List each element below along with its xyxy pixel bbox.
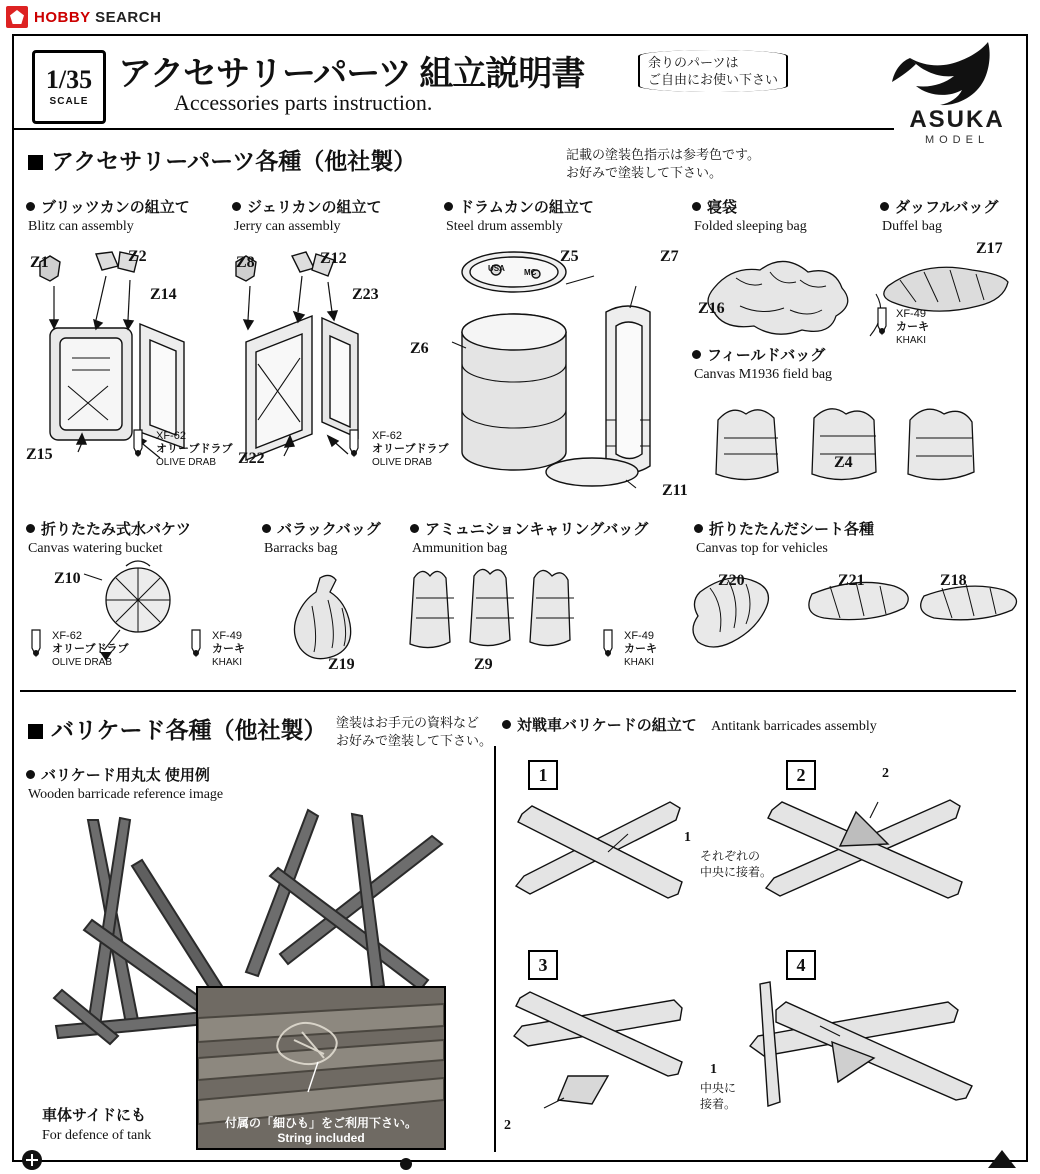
square-bullet-icon bbox=[28, 724, 43, 739]
steel-drum-diagram bbox=[440, 240, 690, 498]
footer-mark-right bbox=[982, 1148, 1022, 1172]
dot-bullet-icon bbox=[26, 202, 35, 211]
part-number-z23: Z23 bbox=[352, 286, 379, 303]
part-number-z11: Z11 bbox=[662, 482, 688, 499]
part-number-z14: Z14 bbox=[150, 286, 177, 303]
step1-diagram bbox=[512, 790, 702, 920]
section2-note-line2: お好みで塗装して下さい。 bbox=[336, 733, 493, 748]
part-number-z20: Z20 bbox=[718, 572, 745, 589]
paint-callout-4: XF-62 オリーブドラブ OLIVE DRAB bbox=[52, 630, 129, 668]
hobbysearch-logo-icon bbox=[6, 6, 28, 28]
photo-caption bbox=[198, 1116, 444, 1148]
brand-logo bbox=[892, 40, 1022, 146]
part-number-z8: Z8 bbox=[236, 254, 255, 271]
left-foot-jp: 車体サイドにも bbox=[42, 1107, 146, 1124]
step-number-1: 1 bbox=[528, 760, 558, 790]
paint-pen-icon bbox=[186, 628, 206, 658]
watermark-brand-1: HOBBY bbox=[34, 8, 91, 26]
step1-label: 1 bbox=[684, 830, 691, 845]
dot-bullet-icon bbox=[262, 524, 271, 533]
watermark-text bbox=[34, 9, 161, 26]
item-watering-bucket: 折りたたみ式水バケツ Canvas watering bucket bbox=[28, 521, 191, 556]
paint-pen-icon bbox=[128, 428, 148, 458]
field-bag-diagram bbox=[704, 392, 1014, 502]
dot-bullet-icon bbox=[26, 524, 35, 533]
item-ammunition-bag: アミュニションキャリングバッグ Ammunition bag bbox=[412, 521, 649, 556]
string-reference-photo bbox=[196, 986, 446, 1150]
footer-mark-left bbox=[18, 1148, 58, 1172]
section1-heading-text: アクセサリーパーツ各種（他社製） bbox=[51, 148, 417, 174]
dot-bullet-icon bbox=[880, 202, 889, 211]
part-number-z17: Z17 bbox=[976, 240, 1003, 257]
item-jerry-can: ジェリカンの組立て Jerry can assembly bbox=[234, 199, 382, 234]
step4-label: 1 bbox=[710, 1062, 717, 1077]
scale-badge bbox=[32, 50, 106, 124]
item-field-bag: フィールドバッグ Canvas M1936 field bag bbox=[694, 347, 833, 382]
watermark-brand-2: SEARCH bbox=[95, 8, 162, 26]
drum-label-mc: MC bbox=[524, 268, 537, 277]
footer-dot-icon bbox=[400, 1158, 412, 1170]
paint-callout-6: XF-49 カーキ KHAKI bbox=[624, 630, 657, 668]
part-number-z22: Z22 bbox=[238, 450, 265, 467]
step2-label: 2 bbox=[882, 766, 889, 781]
part-number-z7: Z7 bbox=[660, 248, 679, 265]
page-title-jp: アクセサリーパーツ 組立説明書 bbox=[118, 55, 585, 93]
part-number-z12: Z12 bbox=[320, 250, 347, 267]
part-number-z1: Z1 bbox=[30, 254, 49, 271]
photo-caption-jp: 付属の「細ひも」をご利用下さい。 bbox=[224, 1116, 417, 1130]
step-number-2: 2 bbox=[786, 760, 816, 790]
title-divider bbox=[14, 128, 894, 130]
section2-heading-text: バリケード各種（他社製） bbox=[51, 717, 327, 743]
paint-callout-5: XF-49 カーキ KHAKI bbox=[212, 630, 245, 668]
vertical-divider bbox=[494, 746, 496, 1152]
paint-callout-2: XF-62 オリーブドラブ OLIVE DRAB bbox=[372, 430, 449, 468]
part-number-z9: Z9 bbox=[474, 656, 493, 673]
part-number-z15: Z15 bbox=[26, 446, 53, 463]
footer-divider bbox=[60, 1160, 960, 1162]
item-wooden-barricade: バリケード用丸太 使用例 Wooden barricade reference image bbox=[28, 767, 224, 802]
drum-label-usa: USA bbox=[488, 264, 505, 273]
part-number-z4: Z4 bbox=[834, 454, 853, 471]
section1-note bbox=[566, 146, 760, 182]
sleeping-bag-diagram bbox=[700, 244, 1020, 354]
step-number-4: 4 bbox=[786, 950, 816, 980]
item-canvas-top: 折りたたんだシート各種 Canvas top for vehicles bbox=[696, 521, 875, 556]
photo-caption-en: String included bbox=[277, 1131, 365, 1145]
ammunition-bag-diagram bbox=[404, 560, 594, 670]
part-number-z5: Z5 bbox=[560, 248, 579, 265]
item-duffel-bag: ダッフルバッグ Duffel bag bbox=[882, 199, 999, 234]
scale-label: SCALE bbox=[49, 96, 89, 107]
brand-name: ASUKA bbox=[909, 106, 1005, 133]
dot-bullet-icon bbox=[410, 524, 419, 533]
item-barracks-bag: バラックバッグ Barracks bag bbox=[264, 521, 381, 556]
part-number-z18: Z18 bbox=[940, 572, 967, 589]
section1-note-line2: お好みで塗装して下さい。 bbox=[566, 165, 723, 180]
step-number-3: 3 bbox=[528, 950, 558, 980]
paint-callout-1: XF-62 オリーブドラブ OLIVE DRAB bbox=[156, 430, 233, 468]
dot-bullet-icon bbox=[444, 202, 453, 211]
item-sleeping-bag: 寝袋 Folded sleeping bag bbox=[694, 199, 807, 234]
part-number-z2: Z2 bbox=[128, 248, 147, 265]
section-divider bbox=[20, 690, 1016, 692]
title-note-line2: ご自由にお使い下さい bbox=[648, 72, 779, 87]
paint-pen-icon bbox=[26, 628, 46, 658]
section2-heading bbox=[28, 712, 327, 745]
paint-pen-icon bbox=[344, 428, 364, 458]
section1-note-line1: 記載の塗装色指示は参考色です。 bbox=[566, 147, 760, 162]
dot-bullet-icon bbox=[502, 720, 511, 729]
dot-bullet-icon bbox=[692, 202, 701, 211]
title-bar bbox=[14, 44, 1022, 128]
scale-value: 1/35 bbox=[45, 65, 93, 94]
part-number-z19: Z19 bbox=[328, 656, 355, 673]
item-antitank-barricade: 対戦車バリケードの組立て Antitank barricades assembly bbox=[502, 714, 877, 735]
swallow-icon bbox=[892, 40, 1022, 106]
section2-note bbox=[336, 714, 492, 750]
step1-note: それぞれの 中央に接着。 bbox=[700, 849, 773, 879]
part-number-z10: Z10 bbox=[54, 570, 81, 587]
square-bullet-icon bbox=[28, 155, 43, 170]
section2-note-line1: 塗装はお手元の資料など bbox=[336, 715, 480, 730]
paint-pen-icon bbox=[872, 306, 892, 336]
page-title-en: Accessories parts instruction. bbox=[174, 90, 433, 115]
item-blitz-can: ブリッツカンの組立て Blitz can assembly bbox=[28, 199, 190, 234]
part-number-z21: Z21 bbox=[838, 572, 865, 589]
step4-note: 中央に 接着。 bbox=[700, 1081, 737, 1111]
dot-bullet-icon bbox=[26, 770, 35, 779]
left-foot-en: For defence of tank bbox=[42, 1128, 152, 1143]
brand-subname: MODEL bbox=[924, 134, 990, 146]
site-watermark bbox=[6, 6, 161, 28]
step3-label: 2 bbox=[504, 1118, 511, 1133]
paint-callout-3: XF-49 カーキ KHAKI bbox=[896, 308, 929, 346]
step4-diagram bbox=[740, 976, 990, 1126]
dot-bullet-icon bbox=[232, 202, 241, 211]
part-number-z16: Z16 bbox=[698, 300, 725, 317]
section1-heading bbox=[28, 143, 416, 176]
paint-pen-icon bbox=[598, 628, 618, 658]
dot-bullet-icon bbox=[694, 524, 703, 533]
step3-diagram bbox=[508, 976, 708, 1126]
title-note-line1: 余りのパーツは bbox=[648, 55, 739, 70]
item-steel-drum: ドラムカンの組立て Steel drum assembly bbox=[446, 199, 594, 234]
part-number-z6: Z6 bbox=[410, 340, 429, 357]
title-note bbox=[638, 50, 788, 92]
step2-diagram bbox=[760, 784, 990, 924]
